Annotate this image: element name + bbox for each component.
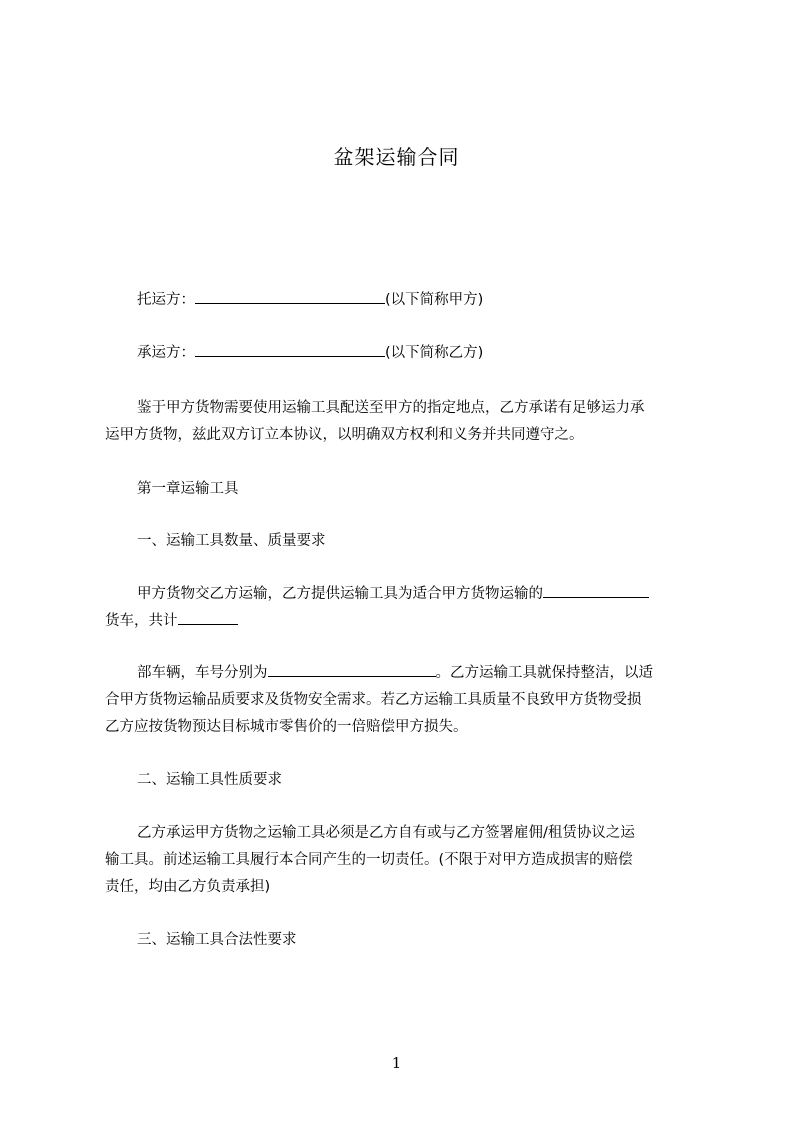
carrier-blank — [195, 342, 385, 357]
section-1-para2-line-1 — [105, 660, 733, 687]
section-1-para1-line-1 — [105, 581, 733, 608]
shipper-label: 托运方： — [137, 292, 195, 308]
section-1-para2-line-2: 合甲方货物运输品质要求及货物安全需求。若乙方运输工具质量不良致甲方货物受损 — [105, 692, 642, 708]
section-3-heading: 三、运输工具合法性要求 — [137, 932, 297, 948]
preamble-line-2: 运甲方货物，兹此双方订立本协议，以明确双方权利和义务并共同遵守之。 — [105, 427, 584, 443]
shipper-line — [105, 287, 733, 314]
section-1-para1-text-2: 货车，共计 — [105, 613, 178, 629]
vehicle-type-blank — [543, 583, 649, 598]
document-title: 盆架运输合同 — [333, 145, 460, 169]
section-2-line-3: 责任，均由乙方负责承担) — [105, 879, 271, 895]
carrier-label: 承运方： — [137, 345, 195, 361]
plate-numbers-blank — [268, 662, 436, 677]
shipper-suffix: (以下简称甲方) — [385, 292, 484, 308]
section-1-para2-line-3: 乙方应按货物预达目标城市零售价的一倍赔偿甲方损失。 — [105, 719, 468, 735]
preamble-line-1: 鉴于甲方货物需要使用运输工具配送至甲方的指定地点，乙方承诺有足够运力承 — [137, 400, 645, 416]
chapter-1-heading: 第一章运输工具 — [137, 481, 239, 497]
section-2-line-2: 输工具。前述运输工具履行本合同产生的一切责任。(不限于对甲方造成损害的赔偿 — [105, 852, 633, 868]
section-1-para2-text: 。乙方运输工具就保持整洁，以适 — [435, 665, 653, 681]
carrier-line — [105, 340, 733, 367]
shipper-blank — [195, 289, 385, 304]
section-1-para1-line-2 — [105, 608, 701, 635]
plate-label: 部车辆，车号分别为 — [137, 665, 268, 681]
section-1-para1-text: 甲方货物交乙方运输，乙方提供运输工具为适合甲方货物运输的 — [137, 586, 543, 602]
section-1-heading: 一、运输工具数量、质量要求 — [137, 533, 326, 549]
section-2-line-1: 乙方承运甲方货物之运输工具必须是乙方自有或与乙方签署雇佣/租赁协议之运 — [137, 825, 635, 841]
page-number: 1 — [391, 1054, 402, 1072]
carrier-suffix: (以下简称乙方) — [385, 345, 484, 361]
vehicle-count-blank — [178, 610, 238, 625]
section-2-heading: 二、运输工具性质要求 — [137, 772, 282, 788]
